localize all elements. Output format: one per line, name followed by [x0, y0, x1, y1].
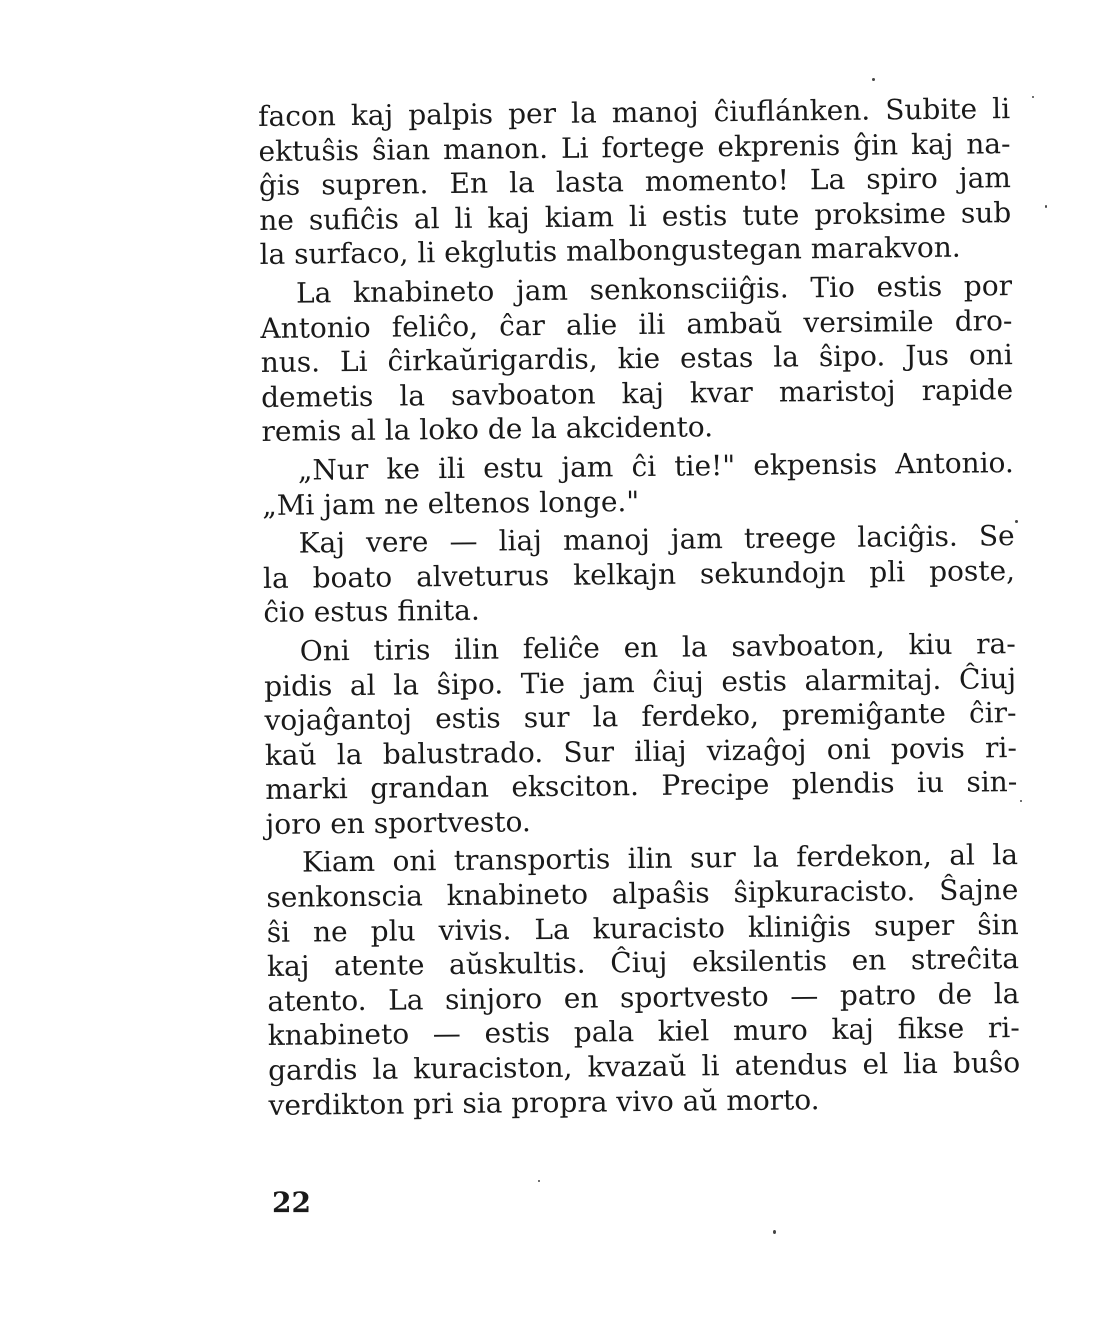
scan-speck	[538, 1180, 540, 1182]
paragraph	[258, 92, 1012, 273]
text-line: la surfaco, li ekglutis malbongustegan marakvon.	[259, 231, 961, 272]
text-line: La knabineto jam senkonsciiĝis. Tio estis por	[295, 269, 1013, 310]
text-line: „Mi jam ne eltenos longe."	[262, 484, 640, 522]
text-line: Kiam oni transportis ilin sur la ferdekon, al la	[301, 838, 1019, 880]
text-line: gardis la kuraciston, kvazaŭ li atendus el lia buŝo	[267, 1046, 1021, 1087]
scan-speck	[773, 1230, 776, 1234]
text-line: remis al la loko de la akcidento.	[261, 410, 714, 449]
text-line: kaj atente aŭskultis. Ĉiuj eksilentis en streĉita	[266, 942, 1020, 984]
text-line: „Nur ke ili estu jam ĉi tie!" ekpensis Antonio.	[297, 446, 1015, 487]
text-line: pidis al la ŝipo. Tie jam ĉiuj estis alarmitaj. Ĉiuj	[263, 661, 1017, 703]
text-line: knabineto — estis pala kiel muro kaj fikse ri-	[267, 1011, 1020, 1053]
scan-speck	[872, 78, 875, 81]
text-line: la boato alveturus kelkajn sekundojn pli poste,	[262, 553, 1016, 595]
paragraph	[262, 446, 1015, 523]
text-line: marki grandan eksciton. Precipe plendis iu sin-	[265, 765, 1018, 807]
text-line: ne sufiĉis al li kaj kiam li estis tute proksime sub	[259, 195, 1012, 237]
text-line: senkonscia knabineto alpaŝis ŝipkuracisto. Ŝajne	[266, 873, 1019, 915]
text-line: atento. La sinjoro en sportvesto — patro de la	[267, 976, 1020, 1018]
text-line: ĝis supren. En la lasta momento! La spiro jam	[258, 161, 1012, 203]
text-line: vojaĝantoj estis sur la ferdeko, premiĝante ĉir-	[264, 696, 1017, 738]
text-line: ŝi ne plu vivis. La kuracisto kliniĝis super ŝin	[266, 907, 1019, 949]
text-line: Antonio feliĉo, ĉar alie ili ambaŭ versimile dro-	[260, 303, 1013, 345]
paragraph	[262, 519, 1015, 631]
scan-speck	[1020, 800, 1022, 802]
text-line: kaŭ la balustrado. Sur iliaj vizaĝoj oni povis ri-	[264, 730, 1017, 772]
paragraph	[260, 269, 1014, 450]
text-line: Kaj vere — liaj manoj jam treege laciĝis. Se	[298, 519, 1015, 560]
text-line: ĉio estus finita.	[263, 594, 480, 630]
text-line: joro en sportvesto.	[265, 805, 531, 841]
paragraph	[266, 839, 1021, 1124]
scan-speck	[1045, 205, 1047, 208]
text-line: Oni tiris ilin feliĉe en la savboaton, kiu ra-	[299, 627, 1016, 668]
page-number: 22	[272, 1186, 311, 1219]
scan-speck	[1032, 96, 1034, 98]
scan-speck	[1015, 520, 1018, 523]
text-line: demetis la savboaton kaj kvar maristoj rapide	[260, 372, 1014, 414]
text-line: nus. Li ĉirkaŭrigardis, kie estas la ŝipo. Jus oni	[260, 338, 1013, 380]
body-text	[258, 92, 1021, 1127]
paragraph	[264, 627, 1018, 842]
text-line: ektuŝis ŝian manon. Li fortege ekprenis ĝin kaj na-	[258, 126, 1011, 168]
text-line: facon kaj palpis per la manoj ĉiuflánken. Subite li	[258, 92, 1011, 133]
text-line: verdikton pri sia propra vivo aŭ morto.	[268, 1082, 820, 1122]
